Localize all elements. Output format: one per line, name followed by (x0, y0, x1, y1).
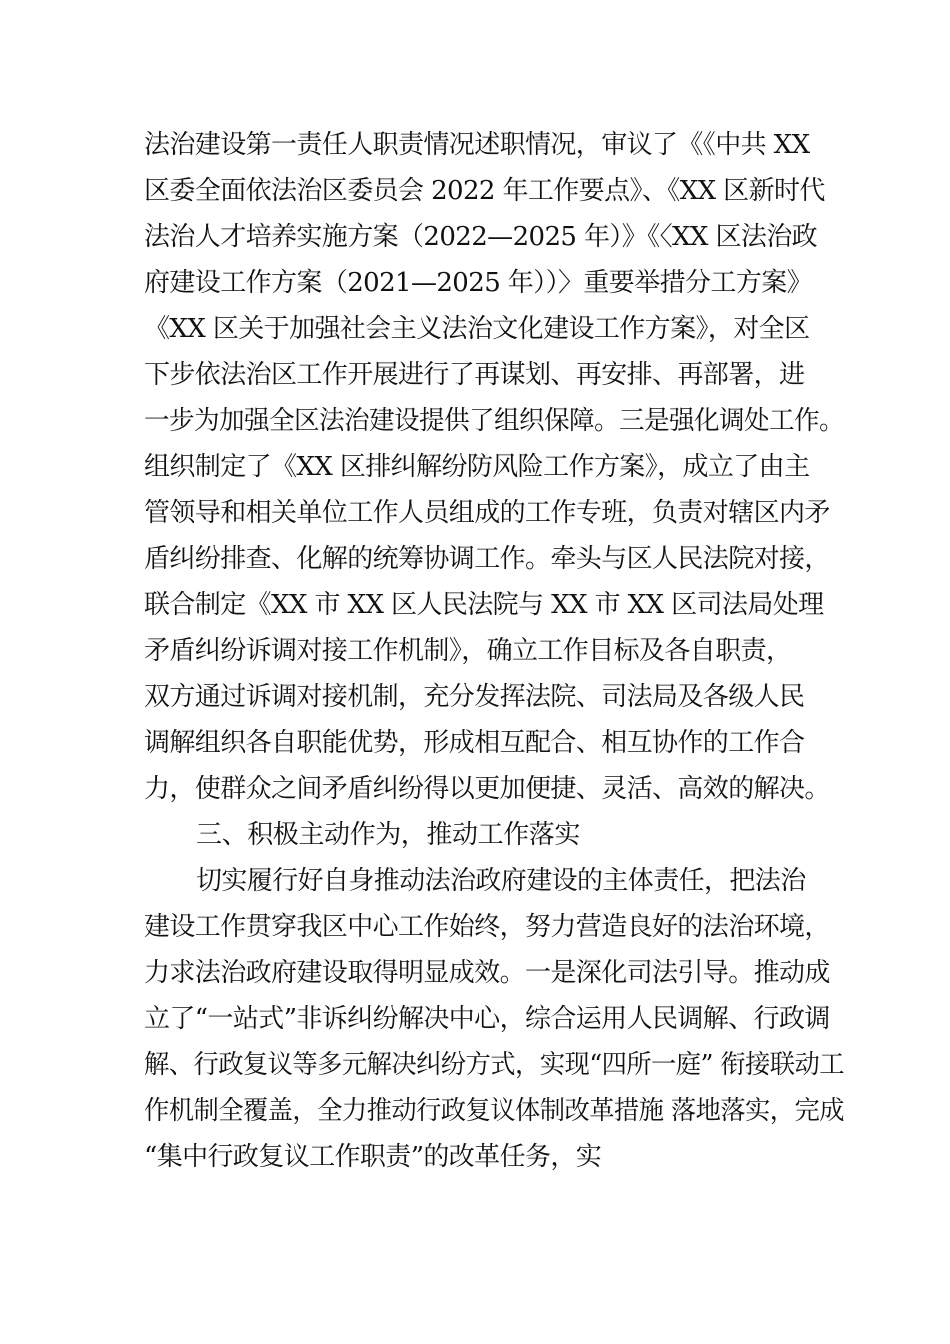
text-line: 解、行政复议等多元解决纠纷方式，实现“四所一庭” 衔接联动工 (144, 1050, 844, 1080)
text-line: 建设工作贯穿我区中心工作始终，努力营造良好的法治环境， (144, 912, 830, 942)
text-line: 力求法治政府建设取得明显成效。一是深化司法引导。推动成 (144, 958, 830, 988)
text-line: 《XX 区关于加强社会主义法治文化建设工作方案》，对全区 (144, 314, 810, 344)
text-line: 矛盾纠纷诉调对接工作机制》，确立工作目标及各自职责， (144, 636, 792, 666)
text-line: 调解组织各自职能优势，形成相互配合、相互协作的工作合 (144, 728, 805, 758)
text-line: 下步依法治区工作开展进行了再谋划、再安排、再部署，进 (144, 360, 805, 390)
text-line: 法治人才培养实施方案（2022—2025 年）》《〈XX 区法治政 (144, 222, 818, 252)
text-line: 作机制全覆盖，全力推动行政复议体制改革措施 落地落实，完成 (144, 1096, 844, 1126)
text-line: 盾纠纷排查、化解的统筹协调工作。牵头与区人民法院对接， (144, 544, 830, 574)
text-line: 双方通过诉调对接机制，充分发挥法院、司法局及各级人民 (144, 682, 805, 712)
body-text (144, 122, 844, 1180)
text-line: 联合制定《XX 市 XX 区人民法院与 XX 市 XX 区司法局处理 (144, 590, 824, 620)
text-line: 力，使群众之间矛盾纠纷得以更加便捷、灵活、高效的解决。 (144, 774, 830, 804)
text-line: 法治建设第一责任人职责情况述职情况，审议了《《中共 XX (144, 130, 810, 160)
text-line: 切实履行好自身推动法治政府建设的主体责任，把法治 (196, 866, 806, 896)
text-line: 一步为加强全区法治建设提供了组织保障。三是强化调处工作。 (144, 406, 844, 436)
text-line: 区委全面依法治区委员会 2022 年工作要点》、《XX 区新时代 (144, 176, 825, 206)
text-line: “集中行政复议工作职责”的改革任务，实 (144, 1142, 602, 1172)
text-line: 立了“一站式”非诉纠纷解决中心，综合运用人民调解、行政调 (144, 1004, 830, 1034)
text-line: 府建设工作方案（2021—2025 年））〉重要举措分工方案》 (144, 268, 813, 298)
section-heading: 三、积极主动作为，推动工作落实 (196, 820, 581, 850)
text-line: 组织制定了《XX 区排纠解纷防风险工作方案》，成立了由主 (144, 452, 810, 482)
text-line: 管领导和相关单位工作人员组成的工作专班，负责对辖区内矛 (144, 498, 830, 528)
